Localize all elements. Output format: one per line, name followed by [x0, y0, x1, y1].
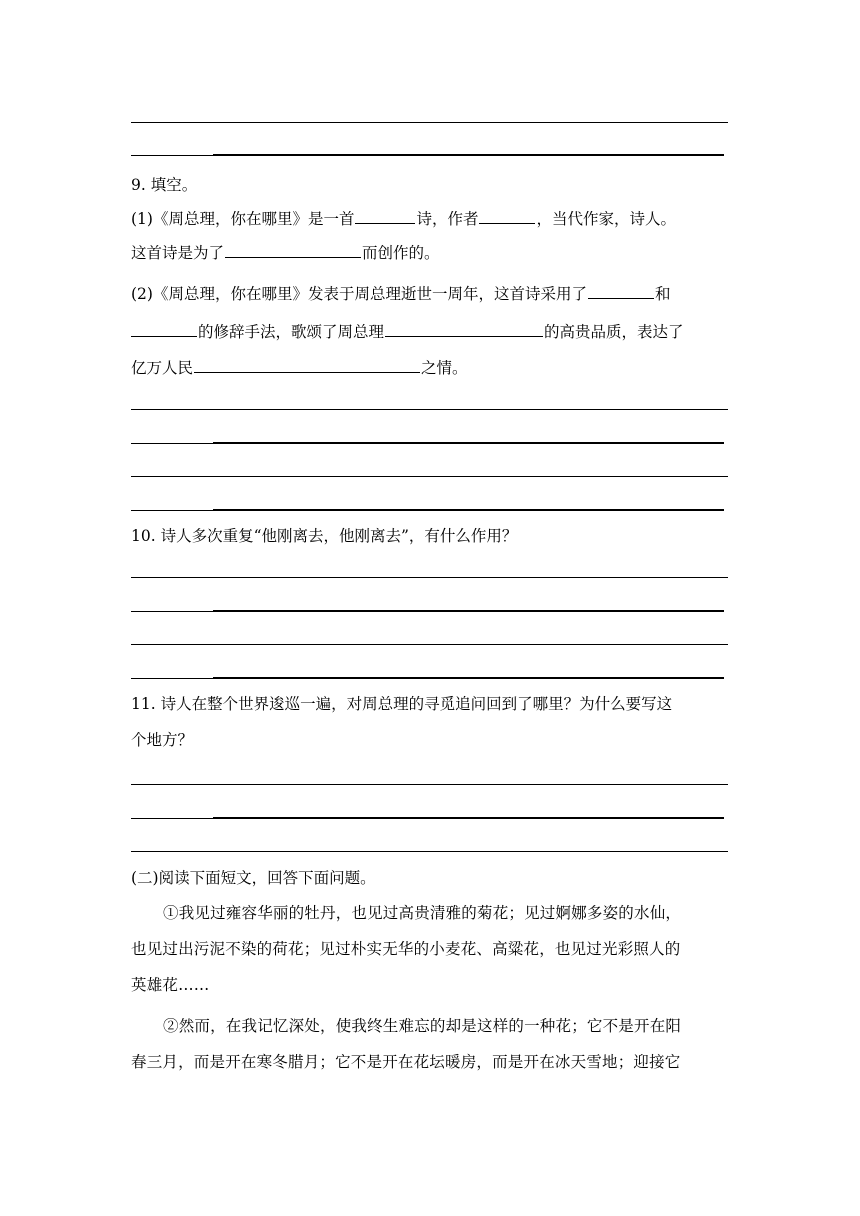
answer-line: [213, 442, 724, 444]
question-9-text: 的修辞手法，歌颂了周总理: [198, 323, 385, 341]
question-9-text: (2)《周总理，你在哪里》发表于周总理逝世一周年，这首诗采用了: [131, 285, 587, 303]
answer-line: [131, 644, 728, 645]
answer-line: [131, 409, 728, 410]
fill-blank[interactable]: [588, 284, 654, 299]
answer-line: [131, 122, 728, 123]
answer-line: [131, 851, 728, 852]
question-10: 10. 诗人多次重复“他刚离去，他刚离去”，有什么作用？: [131, 527, 518, 545]
answer-line: [213, 509, 724, 511]
answer-line: [131, 577, 728, 578]
passage-line: 也见过出污泥不染的荷花；见过朴实无华的小麦花、高粱花，也见过光彩照人的: [131, 940, 681, 958]
answer-line: [131, 818, 213, 819]
question-9-text: ，当代作家，诗人。: [536, 210, 676, 228]
answer-line: [213, 610, 724, 612]
question-9-text: 和: [654, 285, 671, 303]
question-9-text: 而创作的。: [362, 244, 440, 262]
passage-line: ②然而，在我记忆深处，使我终生难忘的却是这样的一种花；它不是开在阳: [163, 1017, 682, 1035]
fill-blank[interactable]: [479, 209, 535, 224]
answer-line: [131, 678, 213, 679]
fill-blank[interactable]: [131, 322, 197, 337]
answer-line: [131, 611, 213, 612]
answer-line: [131, 443, 213, 444]
question-9-title: 9. 填空。: [131, 176, 198, 194]
answer-line: [213, 154, 724, 156]
question-9-text: 这首诗是为了: [131, 244, 225, 262]
question-9-line-2: [131, 243, 440, 263]
answer-line: [131, 155, 213, 156]
answer-line: [131, 510, 213, 511]
question-9-line-1: [131, 209, 676, 229]
question-11-line-1: 11. 诗人在整个世界逡巡一遍，对周总理的寻觅追问回到了哪里？为什么要写这: [131, 695, 673, 713]
answer-line: [131, 784, 728, 785]
question-9-text: (1)《周总理，你在哪里》是一首: [131, 210, 355, 228]
question-9-text: 亿万人民: [131, 359, 194, 377]
section-heading: (二)阅读下面短文，回答下面问题。: [131, 869, 376, 887]
answer-line: [213, 817, 724, 819]
fill-blank[interactable]: [194, 358, 420, 373]
fill-blank[interactable]: [225, 243, 361, 258]
question-9-line-4: [131, 322, 684, 342]
question-9-text: 之情。: [421, 359, 468, 377]
fill-blank[interactable]: [385, 322, 543, 337]
passage-line: ①我见过雍容华丽的牡丹，也见过高贵清雅的菊花；见过婀娜多姿的水仙，: [163, 904, 682, 922]
answer-line: [131, 476, 728, 477]
passage-line: 英雄花……: [131, 976, 210, 994]
fill-blank[interactable]: [355, 209, 415, 224]
question-9-text: 的高贵品质，表达了: [544, 323, 684, 341]
answer-line: [213, 677, 724, 679]
question-9-line-5: [131, 358, 468, 378]
question-11-line-2: 个地方？: [131, 731, 194, 749]
question-9-text: 诗，作者: [416, 210, 479, 228]
question-9-line-3: [131, 284, 670, 304]
passage-line: 春三月，而是开在寒冬腊月；它不是开在花坛暖房，而是开在冰天雪地；迎接它: [131, 1053, 681, 1071]
